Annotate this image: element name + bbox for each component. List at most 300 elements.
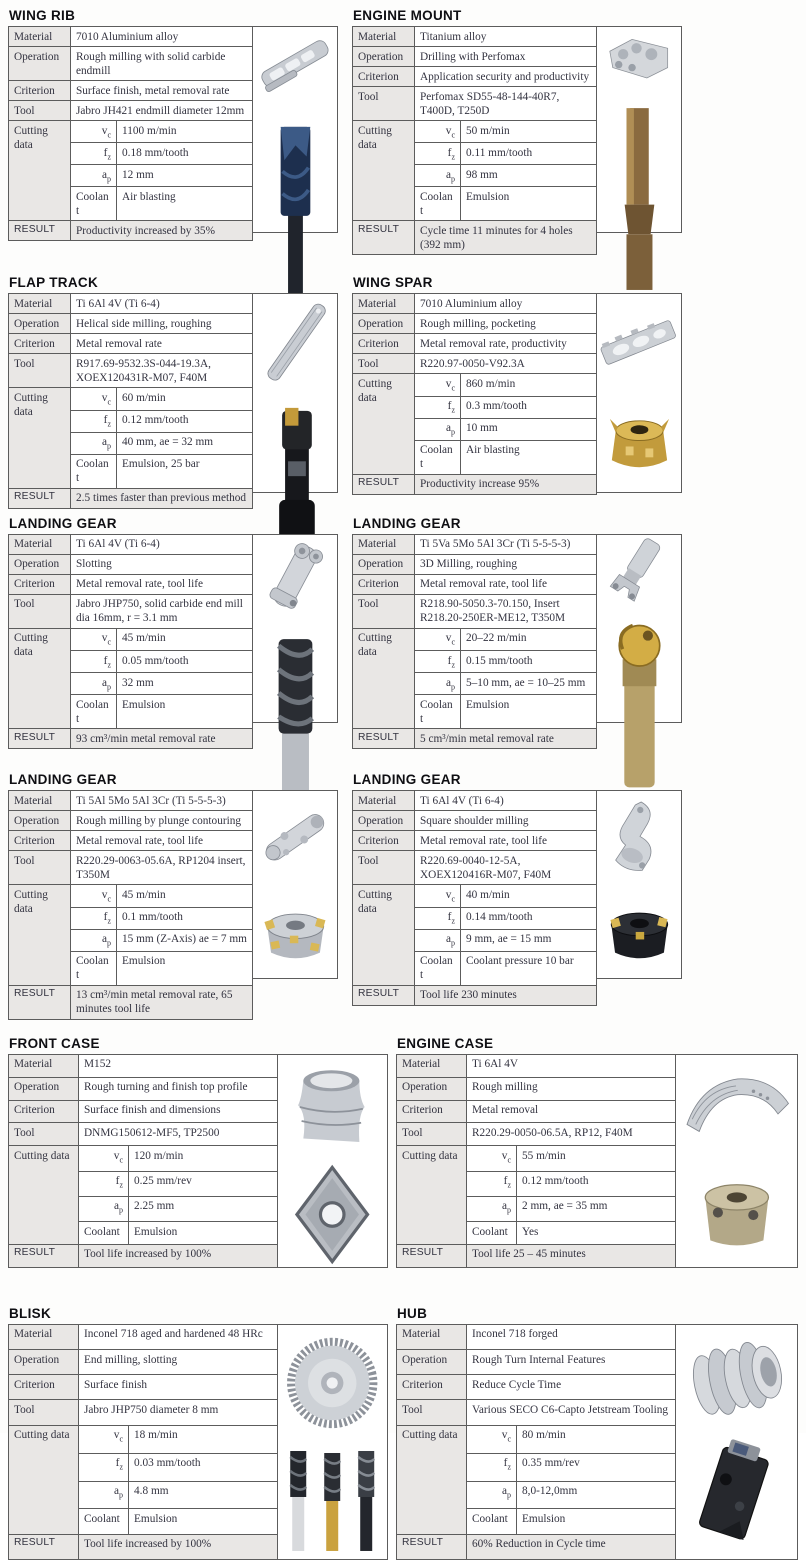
fz-value: 0.15 mm/tooth [461,651,597,673]
blisk-part-image [278,1325,387,1442]
ap-value: 40 mm, ae = 32 mm [117,432,253,454]
case-study-card [352,275,682,494]
result-label: RESULT [397,1534,467,1559]
tool-label: Tool [9,594,71,628]
fz-symbol [71,907,117,929]
hub-part-image [676,1325,797,1433]
ap-value: 12 mm [117,165,253,187]
material-value: Inconel 718 aged and hardened 48 HRc [79,1324,278,1349]
result-label: RESULT [9,1244,79,1267]
criterion-value: Surface finish and dimensions [79,1100,278,1123]
tool-label: Tool [397,1123,467,1146]
operation-label: Operation [353,811,415,831]
ap-symbol [415,673,461,695]
cutting-data-label: Cutting data [9,121,71,221]
material-label: Material [353,27,415,47]
engine-mount-part-image [597,27,681,90]
card-title: ENGINE CASE [397,1035,494,1051]
black-face-mill-image [597,885,681,979]
material-value: M152 [79,1054,278,1077]
operation-label: Operation [9,1350,79,1375]
landing-gear-axle-part-image [253,791,337,885]
operation-value: Square shoulder milling [415,811,597,831]
wing-spar-part-image [597,294,681,393]
fz-symbol [415,651,461,673]
fz-symbol-base: f [447,400,452,413]
operation-value: End milling, slotting [79,1350,278,1375]
material-value: Ti 6Al 4V [467,1054,676,1077]
vc-symbol [71,885,117,907]
image-column [676,1054,798,1268]
ap-symbol [467,1196,517,1221]
card-title: LANDING GEAR [353,772,461,788]
tool-label: Tool [353,87,415,121]
tool-value: R218.90-5050.3-70.150, Insert R218.20-250ER-ME12, T350M [415,594,597,628]
vc-value: 1100 m/min [117,121,253,143]
operation-value: Rough Turn Internal Features [467,1350,676,1375]
vc-symbol [415,121,461,143]
vc-symbol-sub: c [451,637,455,647]
ap-symbol [71,673,117,695]
vc-symbol-base: v [501,1149,508,1162]
ap-symbol-sub: p [507,1490,511,1500]
operation-value: Rough milling [467,1077,676,1100]
front-case-part-image [278,1055,387,1157]
vc-value: 120 m/min [129,1146,278,1171]
fz-value: 0.11 mm/tooth [461,143,597,165]
coolant-value: Emulsion, 25 bar [117,454,253,488]
ap-symbol [71,929,117,951]
tool-label: Tool [353,594,415,628]
operation-value: Rough milling by plunge contouring [71,811,253,831]
operation-label: Operation [9,314,71,334]
criterion-label: Criterion [9,334,71,354]
criterion-value: Reduce Cycle Time [467,1375,676,1400]
ap-value: 98 mm [461,165,597,187]
fz-symbol-sub: z [107,659,111,669]
vc-symbol [415,885,461,907]
fz-symbol [71,143,117,165]
image-column [253,534,338,723]
material-label: Material [9,294,71,314]
tool-value: Various SECO C6-Capto Jetstream Tooling [467,1400,676,1425]
fz-value: 0.1 mm/tooth [117,907,253,929]
coolant-value: Emulsion [129,1509,278,1534]
vc-symbol-sub: c [107,894,111,904]
vc-symbol-base: v [445,377,452,390]
vc-symbol-base: v [113,1149,120,1162]
criterion-value: Metal removal rate, tool life [415,574,597,594]
operation-label: Operation [9,47,71,81]
result-value: 5 cm³/min metal removal rate [415,729,597,749]
ap-symbol-sub: p [451,682,455,691]
cutting-data-label: Cutting data [9,1425,79,1534]
ap-symbol-sub: p [107,682,111,691]
coolant-value: Coolant pressure 10 bar [461,951,597,985]
criterion-value: Metal removal rate, tool life [415,831,597,851]
tool-value: R220.29-0050-06.5A, RP12, F40M [467,1123,676,1146]
vc-value: 45 m/min [117,885,253,907]
ap-symbol [71,165,117,187]
ap-symbol [415,165,461,187]
vc-symbol-base: v [113,1429,120,1442]
ap-symbol-base: a [501,1485,507,1498]
result-value: Tool life 230 minutes [415,985,597,1005]
cutting-data-label: Cutting data [397,1146,467,1245]
fz-symbol-base: f [115,1175,120,1188]
fz-symbol-base: f [447,654,452,667]
coolant-value: Emulsion [129,1222,278,1245]
criterion-value: Metal removal rate, productivity [415,334,597,354]
fz-symbol-sub: z [119,1462,123,1472]
coolant-label: Coolant [71,187,117,221]
tool-label: Tool [9,354,71,388]
criterion-value: Surface finish [79,1375,278,1400]
card-title: LANDING GEAR [9,515,117,531]
fz-symbol [415,396,461,418]
tool-value: R220.97-0050-V92.3A [415,354,597,374]
ap-symbol-sub: p [451,427,455,437]
card-body [8,1054,388,1268]
landing-gear-strut-part-image [597,535,681,606]
vc-value: 18 m/min [129,1425,278,1453]
tool-value: R220.69-0040-12-5A, XOEX120416R-M07, F40M [415,851,597,885]
vc-value: 80 m/min [517,1425,676,1453]
criterion-value: Surface finish, metal removal rate [71,81,253,101]
image-column [278,1054,388,1268]
spec-table [8,534,253,749]
case-study-card [396,1036,798,1268]
vc-symbol [71,121,117,143]
ap-symbol-sub: p [119,1205,123,1215]
coolant-value: Air blasting [461,440,597,474]
ap-symbol [415,929,461,951]
ap-value: 4.8 mm [129,1481,278,1509]
capto-tool-block-image [676,1433,797,1559]
material-value: Ti 5Va 5Mo 5Al 3Cr (Ti 5-5-5-3) [415,534,597,554]
material-label: Material [397,1324,467,1349]
card-title: WING RIB [9,8,76,23]
ap-symbol-base: a [101,933,107,946]
material-label: Material [353,534,415,554]
coolant-label: Coolant [71,951,117,985]
spec-table [352,534,597,749]
criterion-value: Metal removal [467,1100,676,1123]
image-column [597,293,682,493]
result-value: Tool life increased by 100% [79,1534,278,1559]
case-study-card [352,8,682,255]
ap-symbol-sub: p [107,441,111,451]
vc-symbol-sub: c [107,397,111,407]
ap-value: 2 mm, ae = 35 mm [517,1196,676,1221]
operation-value: Rough turning and finish top profile [79,1077,278,1100]
vc-symbol-sub: c [451,894,455,904]
ap-value: 5–10 mm, ae = 10–25 mm [461,673,597,695]
material-value: Titanium alloy [415,27,597,47]
card-body [352,26,682,255]
case-study-card [352,772,682,1005]
card-row [0,275,806,508]
image-column [597,790,682,979]
ap-symbol-base: a [445,676,451,689]
card-row [0,772,806,1019]
card-body [396,1324,798,1560]
tool-label: Tool [9,851,71,885]
ap-symbol [71,432,117,454]
coolant-label: Coolant [79,1509,129,1534]
card-title: BLISK [9,1305,51,1321]
tool-label: Tool [353,851,415,885]
coolant-label: Coolant [467,1509,517,1534]
result-value: Tool life increased by 100% [79,1244,278,1267]
coolant-value: Emulsion [517,1509,676,1534]
ap-symbol-sub: p [107,174,111,184]
ap-symbol [79,1196,129,1221]
coolant-label: Coolant [71,454,117,488]
material-value: Ti 6Al 4V (Ti 6-4) [71,534,253,554]
card-body [352,534,682,749]
tool-value: Perfomax SD55-48-144-40R7, T400D, T250D [415,87,597,121]
cutting-data-label: Cutting data [353,628,415,728]
cutting-data-label: Cutting data [9,885,71,985]
vc-symbol-sub: c [507,1434,511,1444]
landing-gear-arm-part-image [597,791,681,885]
spec-table [352,26,597,255]
landing-gear-link-part-image [253,535,337,623]
operation-value: Rough milling, pocketing [415,314,597,334]
fz-symbol-base: f [103,911,108,924]
card-body [352,790,682,1005]
criterion-label: Criterion [353,67,415,87]
vc-symbol-sub: c [119,1434,123,1444]
result-label: RESULT [353,474,415,494]
ap-symbol-base: a [445,168,451,181]
criterion-label: Criterion [353,334,415,354]
coolant-label: Coolant [415,951,461,985]
ap-symbol-sub: p [507,1205,511,1215]
ap-value: 8,0-12,0mm [517,1481,676,1509]
cutting-data-label: Cutting data [9,1146,79,1245]
spec-table [8,293,253,508]
material-label: Material [353,294,415,314]
rp12-face-mill-image [676,1161,797,1267]
ap-symbol-base: a [113,1200,119,1213]
fz-symbol-base: f [447,911,452,924]
vc-value: 860 m/min [461,374,597,396]
card-body [8,534,338,749]
silver-face-mill-image [253,885,337,979]
result-value: 2.5 times faster than previous method [71,488,253,508]
operation-label: Operation [9,1077,79,1100]
card-row [0,516,806,749]
card-title: HUB [397,1305,428,1321]
fz-value: 0.14 mm/tooth [461,907,597,929]
fz-symbol-sub: z [451,405,455,415]
vc-symbol-base: v [101,888,108,901]
case-study-card [396,1306,798,1560]
image-column [597,26,682,233]
ap-symbol-base: a [101,168,107,181]
criterion-label: Criterion [353,574,415,594]
case-study-card [8,1306,388,1560]
card-rows [0,8,806,1560]
card-title: LANDING GEAR [9,772,117,788]
card-title: WING SPAR [353,275,433,291]
material-label: Material [397,1054,467,1077]
coolant-label: Coolant [467,1222,517,1245]
ap-symbol-sub: p [451,938,455,948]
vc-symbol-base: v [445,632,452,645]
tool-label: Tool [353,354,415,374]
case-study-card [8,772,338,1019]
vc-symbol-base: v [445,124,452,137]
fz-value: 0.18 mm/tooth [117,143,253,165]
image-column [253,293,338,493]
card-title: ENGINE MOUNT [353,8,462,23]
operation-value: 3D Milling, roughing [415,554,597,574]
spec-table [8,1324,278,1560]
vc-symbol-sub: c [107,637,111,647]
spec-table [8,1054,278,1268]
criterion-label: Criterion [9,1375,79,1400]
fz-value: 0.35 mm/rev [517,1453,676,1481]
material-label: Material [353,791,415,811]
result-label: RESULT [353,221,415,255]
result-label: RESULT [353,729,415,749]
vc-value: 20–22 m/min [461,628,597,650]
fz-symbol-sub: z [451,916,455,926]
cutting-data-label: Cutting data [397,1425,467,1534]
vc-symbol-base: v [101,632,108,645]
result-value: 93 cm³/min metal removal rate [71,729,253,749]
coolant-value: Yes [517,1222,676,1245]
card-body [352,293,682,494]
fz-symbol-base: f [503,1175,508,1188]
case-study-card [8,275,338,508]
result-value: Productivity increased by 35% [71,221,253,241]
tool-label: Tool [9,101,71,121]
operation-value: Rough milling with solid carbide endmill [71,47,253,81]
card-body [396,1054,798,1268]
fz-symbol-base: f [115,1457,120,1470]
dnmg-diamond-insert-image [278,1157,387,1271]
coolant-value: Emulsion [117,951,253,985]
image-column [253,790,338,979]
result-label: RESULT [9,729,71,749]
operation-label: Operation [9,811,71,831]
tool-label: Tool [397,1400,467,1425]
criterion-label: Criterion [353,831,415,851]
fz-symbol-base: f [103,654,108,667]
fz-value: 0.12 mm/tooth [517,1171,676,1196]
result-label: RESULT [9,221,71,241]
fz-symbol-base: f [103,414,108,427]
case-study-card [8,516,338,749]
material-label: Material [9,534,71,554]
vc-value: 60 m/min [117,388,253,410]
case-study-card [8,8,338,241]
vc-value: 45 m/min [117,628,253,650]
fz-symbol [415,907,461,929]
tool-value: Jabro JHP750, solid carbide end mill dia 16mm, r = 3.1 mm [71,594,253,628]
vc-symbol-base: v [445,888,452,901]
spec-table [352,293,597,494]
fz-value: 0.12 mm/tooth [117,410,253,432]
coolant-label: Coolant [71,695,117,729]
result-label: RESULT [353,985,415,1005]
fz-symbol-sub: z [107,916,111,926]
spec-table [8,26,253,241]
criterion-value: Metal removal rate [71,334,253,354]
cutting-data-label: Cutting data [9,628,71,728]
vc-symbol-sub: c [507,1155,511,1164]
fz-symbol-sub: z [451,151,455,161]
criterion-label: Criterion [397,1375,467,1400]
ap-symbol-base: a [113,1485,119,1498]
operation-label: Operation [353,554,415,574]
result-value: Cycle time 11 minutes for 4 holes (392 mm) [415,221,597,255]
material-label: Material [9,27,71,47]
operation-value: Drilling with Perfomax [415,47,597,67]
tool-value: Jabro JHP750 diameter 8 mm [79,1400,278,1425]
card-row [0,1036,806,1268]
three-end-mills-image [278,1442,387,1559]
cutting-data-label: Cutting data [353,374,415,474]
fz-symbol-sub: z [107,419,111,429]
result-value: Tool life 25 – 45 minutes [467,1244,676,1267]
fz-symbol-sub: z [107,151,111,161]
ap-value: 10 mm [461,418,597,440]
vc-symbol-base: v [101,391,108,404]
criterion-label: Criterion [9,831,71,851]
operation-label: Operation [353,47,415,67]
fz-symbol [415,143,461,165]
result-label: RESULT [9,985,71,1019]
criterion-label: Criterion [9,81,71,101]
material-label: Material [9,1324,79,1349]
vc-symbol [415,374,461,396]
fz-value: 0.03 mm/tooth [129,1453,278,1481]
vc-symbol [467,1425,517,1453]
result-label: RESULT [397,1244,467,1267]
operation-label: Operation [353,314,415,334]
vc-symbol-sub: c [107,129,111,139]
card-body [8,790,338,1019]
coolant-label: Coolant [415,695,461,729]
spec-table [396,1324,676,1560]
tool-value: Jabro JH421 endmill diameter 12mm [71,101,253,121]
vc-symbol [415,628,461,650]
ap-value: 2.25 mm [129,1196,278,1221]
material-value: 7010 Aluminium alloy [71,27,253,47]
ap-symbol-base: a [501,1200,507,1213]
fz-symbol-sub: z [507,1180,511,1190]
fz-symbol-sub: z [119,1180,123,1190]
vc-value: 50 m/min [461,121,597,143]
vc-symbol-sub: c [451,383,455,393]
fz-symbol [79,1171,129,1196]
engine-case-part-image [676,1055,797,1161]
material-value: Ti 6Al 4V (Ti 6-4) [415,791,597,811]
coolant-label: Coolant [79,1222,129,1245]
material-value: Ti 6Al 4V (Ti 6-4) [71,294,253,314]
vc-value: 40 m/min [461,885,597,907]
card-body [8,293,338,508]
vc-symbol [467,1146,517,1171]
card-row [0,8,806,255]
card-title: FLAP TRACK [9,275,98,291]
material-label: Material [9,791,71,811]
